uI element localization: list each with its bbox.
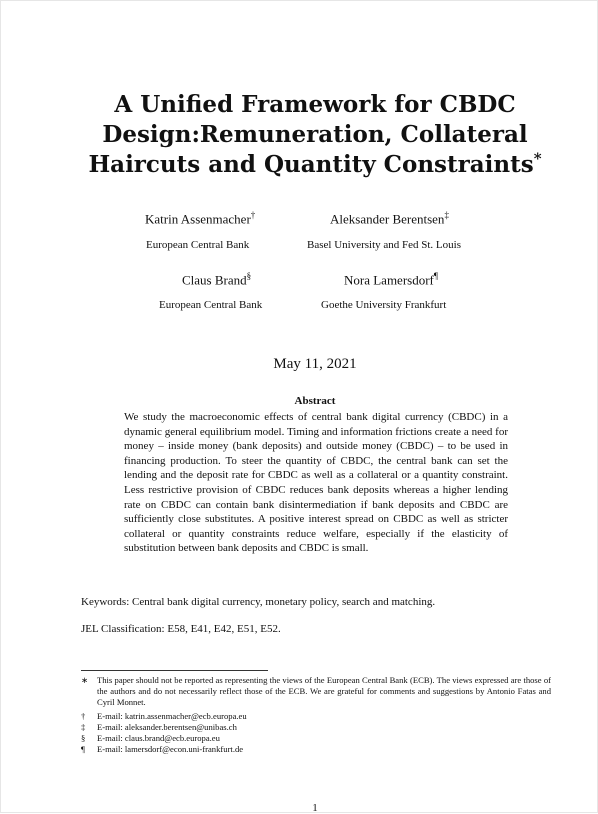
footnote-text: E-mail: katrin.assenmacher@ecb.europa.eu xyxy=(97,711,247,721)
title-footnote-mark: * xyxy=(533,149,542,168)
footnote-text: E-mail: lamersdorf@econ.uni-frankfurt.de xyxy=(97,744,244,754)
author-assenmacher xyxy=(145,210,255,227)
footnote-disclaimer xyxy=(81,675,551,709)
footnote-symbol: † xyxy=(81,711,86,721)
keywords: Keywords: Central bank digital currency, monetary policy, search and matching. xyxy=(81,596,436,608)
title-line-2: Design:Remuneration, Collateral xyxy=(102,121,528,148)
footnote-text: E-mail: claus.brand@ecb.europa.eu xyxy=(97,733,220,743)
page-number: 1 xyxy=(312,802,318,814)
author-mark: ‡ xyxy=(444,210,449,220)
author-name: Nora Lamersdorf xyxy=(344,272,434,288)
author-name: Claus Brand xyxy=(182,272,247,288)
footnote-symbol: ‡ xyxy=(81,722,86,732)
affiliation-brand: European Central Bank xyxy=(159,299,263,311)
author-mark: ¶ xyxy=(433,271,438,281)
footnote-email-assenmacher xyxy=(81,711,551,722)
author-name: Katrin Assenmacher xyxy=(145,211,251,227)
author-mark: § xyxy=(246,271,252,281)
author-brand xyxy=(182,271,251,288)
footnote-text: This paper should not be reported as representing the views of the European Central Bank (ECB). The views expressed are those of the authors and do not necessarily reflect those of the ECB. We are grateful for comments and suggestions by Antonio Fatas and Cyril Monnet. xyxy=(97,675,551,708)
footnote-text: E-mail: aleksander.berentsen@unibas.ch xyxy=(97,722,237,732)
footnote-symbol: ¶ xyxy=(81,744,85,754)
abstract-heading: Abstract xyxy=(294,395,336,407)
jel-classification: JEL Classification: E58, E41, E42, E51, E52. xyxy=(81,623,281,635)
title-line-3-text: Haircuts and Quantity Constraints xyxy=(88,151,534,178)
footnote-rule xyxy=(81,670,268,671)
publication-date: May 11, 2021 xyxy=(273,356,357,372)
author-berentsen xyxy=(330,210,449,227)
author-name: Aleksander Berentsen xyxy=(330,211,445,227)
title-line-1: A Unified Framework for CBDC xyxy=(114,91,516,118)
affiliation-lamersdorf: Goethe University Frankfurt xyxy=(321,299,447,311)
title-line-3 xyxy=(60,150,570,180)
footnote-email-brand xyxy=(81,733,551,744)
footnote-email-berentsen xyxy=(81,722,551,733)
affiliation-assenmacher: European Central Bank xyxy=(146,239,250,251)
author-lamersdorf xyxy=(344,271,438,288)
footnote-symbol: ∗ xyxy=(81,675,89,685)
affiliation-berentsen: Basel University and Fed St. Louis xyxy=(307,239,461,251)
footnote-symbol: § xyxy=(81,733,86,743)
footnote-email-lamersdorf xyxy=(81,744,551,755)
paper-title xyxy=(60,90,570,180)
author-mark: † xyxy=(250,210,256,220)
abstract-text: We study the macroeconomic effects of central bank digital currency (CBDC) in a dynamic general equilibrium model. Timing and information frictions create a need for money – inside money (bank deposits) and outside money (CBDC) – to be used in financing production. To steer the quantity of CBDC, the central bank can set the lending and the deposit rate for CBDC as well as a collateral or a quantity constraint. Less restrictive provision of CBDC reduces bank deposits whereas a higher lending rate on CBDC can contain bank disintermediation if bank deposits and CBDC are sufficiently close substitutes. A positive interest spread on CBDC as well as stricter collateral or quantity constraints reduce welfare, especially if the elasticity of substitution between bank deposits and CBDC is small. xyxy=(124,411,508,555)
